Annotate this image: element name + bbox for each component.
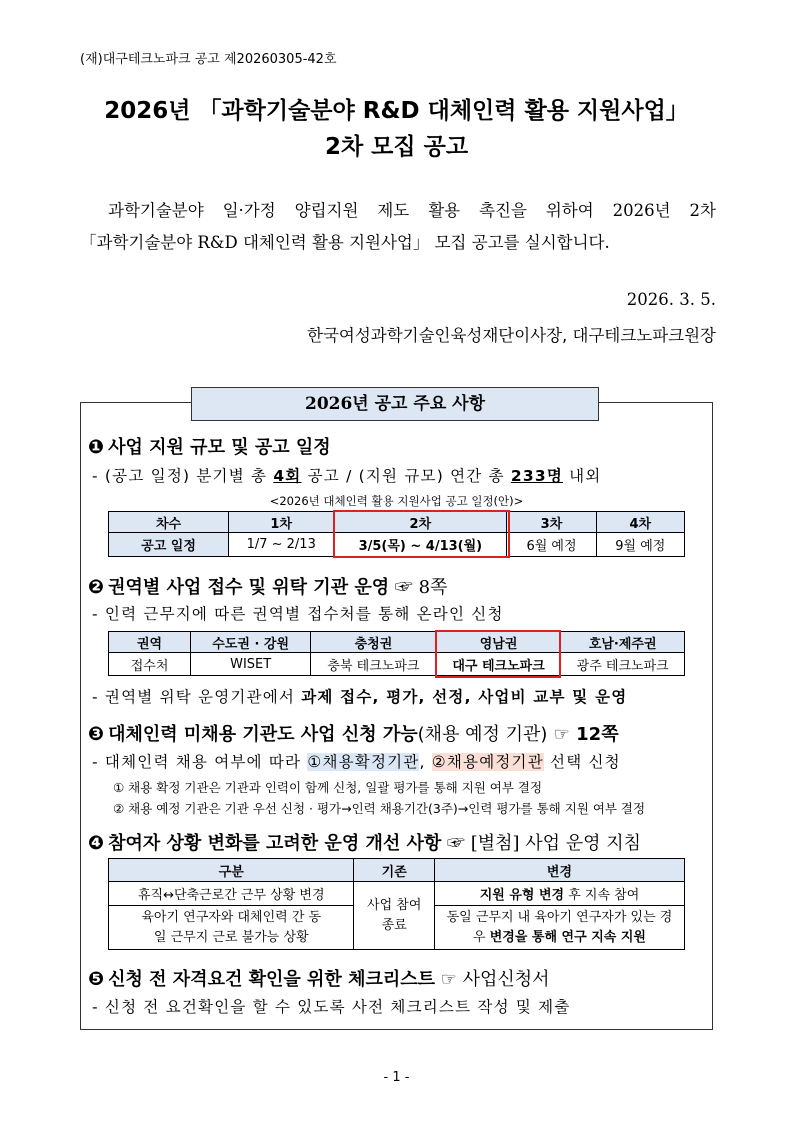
section-2-ref: ☞ 8쪽 xyxy=(389,577,448,598)
improvement-case-2: 육아기 연구자와 대체인력 간 동일 근무지 근로 불가능 상황 xyxy=(109,906,354,950)
notice-number: (재)대구테크노파크 공고 제20260305-42호 xyxy=(80,52,337,67)
change-1-bold: 지원 유형 변경 xyxy=(479,888,565,903)
improvement-change-1 xyxy=(434,882,684,906)
schedule-cell: 6월 예정 xyxy=(507,533,596,557)
change-2-rest: 동일 근무지 내 육아기 연구자가 있는 경우 xyxy=(446,909,673,945)
section-5-heading xyxy=(88,965,550,991)
region-table xyxy=(108,631,685,676)
region-cell: WISET xyxy=(191,653,311,676)
section-3-number: ❸ xyxy=(88,723,105,745)
s2-sub2-b: 과제 접수, 평가, 선정, 사업비 교부 및 운영 xyxy=(301,688,628,706)
schedule-header: 1차 xyxy=(229,512,334,533)
region-header: 충청권 xyxy=(311,632,437,653)
section-1-number: ❶ xyxy=(88,436,105,458)
section-3-sub xyxy=(92,750,621,772)
section-2-sub2 xyxy=(92,685,627,707)
section-3-note-1: ① 채용 확정 기관은 기관과 인력이 함께 신청, 일괄 평가를 통해 지원 여부 결정 xyxy=(113,780,543,795)
schedule-header: 2차 xyxy=(334,512,507,533)
schedule-header: 차수 xyxy=(109,512,229,533)
schedule-cell: 1/7 ~ 2/13 xyxy=(229,533,334,557)
schedule-caption: <2026년 대체인력 활용 지원사업 공고 일정(안)> xyxy=(269,494,524,508)
s1-sub-e: 내외 xyxy=(563,467,602,485)
page-title-line2: 2차 모집 공고 xyxy=(324,134,469,160)
section-2-sub: - 인력 근무지에 따른 권역별 접수처를 통해 온라인 신청 xyxy=(92,605,504,623)
section-4-title: 참여자 상황 변화를 고려한 운영 개선 사항 xyxy=(108,833,442,854)
improvement-case-1: 휴직↔단축근로간 근무 상황 변경 xyxy=(109,882,354,906)
schedule-table xyxy=(108,511,685,557)
improvement-change-2 xyxy=(434,906,684,950)
intro-line2: 「과학기술분야 R&D 대체인력 활용 지원사업」 모집 공고를 실시합니다. xyxy=(80,233,610,252)
section-4-ref: ☞ [별첨] 사업 운영 지침 xyxy=(441,833,642,854)
region-header: 권역 xyxy=(109,632,191,653)
region-cell-daegu: 대구 테크노파크 xyxy=(436,653,561,676)
notice-date: 2026. 3. 5. xyxy=(626,290,716,309)
section-5-sub: - 신청 전 요건확인을 할 수 있도록 사전 체크리스트 작성 및 제출 xyxy=(92,998,571,1016)
s3-planned: ②채용예정기관 xyxy=(431,753,544,771)
schedule-header: 4차 xyxy=(596,512,684,533)
issuer: 한국여성과학기술인육성재단이사장, 대구테크노파크원장 xyxy=(307,326,716,345)
improvement-header: 구분 xyxy=(109,859,354,882)
s3-sub-a: - 대체인력 채용 여부에 따라 xyxy=(92,753,308,771)
page-number: - 1 - xyxy=(383,1070,410,1085)
section-5-number: ❺ xyxy=(88,968,105,990)
region-cell: 충북 테크노파크 xyxy=(311,653,437,676)
improvement-table xyxy=(108,858,685,950)
s2-sub2-a: - 권역별 위탁 운영기관에서 xyxy=(92,688,302,706)
s1-scale: 233명 xyxy=(510,467,563,485)
schedule-row-label: 공고 일정 xyxy=(109,533,229,557)
section-3-heading xyxy=(88,720,619,746)
region-header: 호남·제주권 xyxy=(561,632,685,653)
s1-sub-c: 공고 / (지원 규모) 연간 총 xyxy=(301,467,511,485)
region-header: 수도권 · 강원 xyxy=(191,632,311,653)
s1-sub-a: - (공고 일정) 분기별 총 xyxy=(92,467,274,485)
change-2-bold: 변경을 통해 연구 지속 지원 xyxy=(489,929,646,945)
section-3-ref: ☞ 12쪽 xyxy=(547,724,619,745)
section-5-title: 신청 전 자격요건 확인을 위한 체크리스트 xyxy=(108,969,436,990)
improvement-existing: 사업 참여 종료 xyxy=(354,882,435,950)
section-2-heading xyxy=(88,573,447,599)
section-3-paren: (채용 예정 기관) xyxy=(417,724,548,745)
schedule-cell-current: 3/5(목) ~ 4/13(월) xyxy=(334,533,507,557)
s3-sub-c: , xyxy=(419,753,432,771)
improvement-header: 기존 xyxy=(354,859,435,882)
schedule-cell: 9월 예정 xyxy=(596,533,684,557)
section-4-number: ❹ xyxy=(88,832,105,854)
summary-title: 2026년 공고 주요 사항 xyxy=(191,387,599,421)
section-4-heading xyxy=(88,829,641,855)
region-row-label: 접수처 xyxy=(109,653,191,676)
improvement-header: 변경 xyxy=(434,859,684,882)
section-1-heading xyxy=(88,433,331,459)
section-1-title: 사업 지원 규모 및 공고 일정 xyxy=(108,437,331,458)
section-3-title: 대체인력 미채용 기관도 사업 신청 가능 xyxy=(108,724,418,745)
s1-count: 4회 xyxy=(273,467,302,485)
region-cell: 광주 테크노파크 xyxy=(561,653,685,676)
section-1-sub xyxy=(92,464,601,486)
s3-confirmed: ①채용확정기관 xyxy=(307,753,420,771)
page-title-line1: 2026년 「과학기술분야 R&D 대체인력 활용 지원사업」 xyxy=(104,98,689,124)
change-1-rest: 후 지속 참여 xyxy=(564,888,640,903)
section-2-title: 권역별 사업 접수 및 위탁 기관 운영 xyxy=(108,577,390,598)
section-5-ref: ☞ 사업신청서 xyxy=(435,969,550,990)
section-3-note-2: ② 채용 예정 기관은 기관 우선 신청 · 평가→인력 채용기간(3주)→인력 평가를 통해 지원 여부 결정 xyxy=(113,801,646,816)
intro-line1: 과학기술분야 일·가정 양립지원 제도 활용 촉진을 위하여 2026년 2차 xyxy=(108,201,716,220)
schedule-header: 3차 xyxy=(507,512,596,533)
s3-sub-e: 선택 신청 xyxy=(543,753,621,771)
region-header: 영남권 xyxy=(436,632,561,653)
section-2-number: ❷ xyxy=(88,576,105,598)
